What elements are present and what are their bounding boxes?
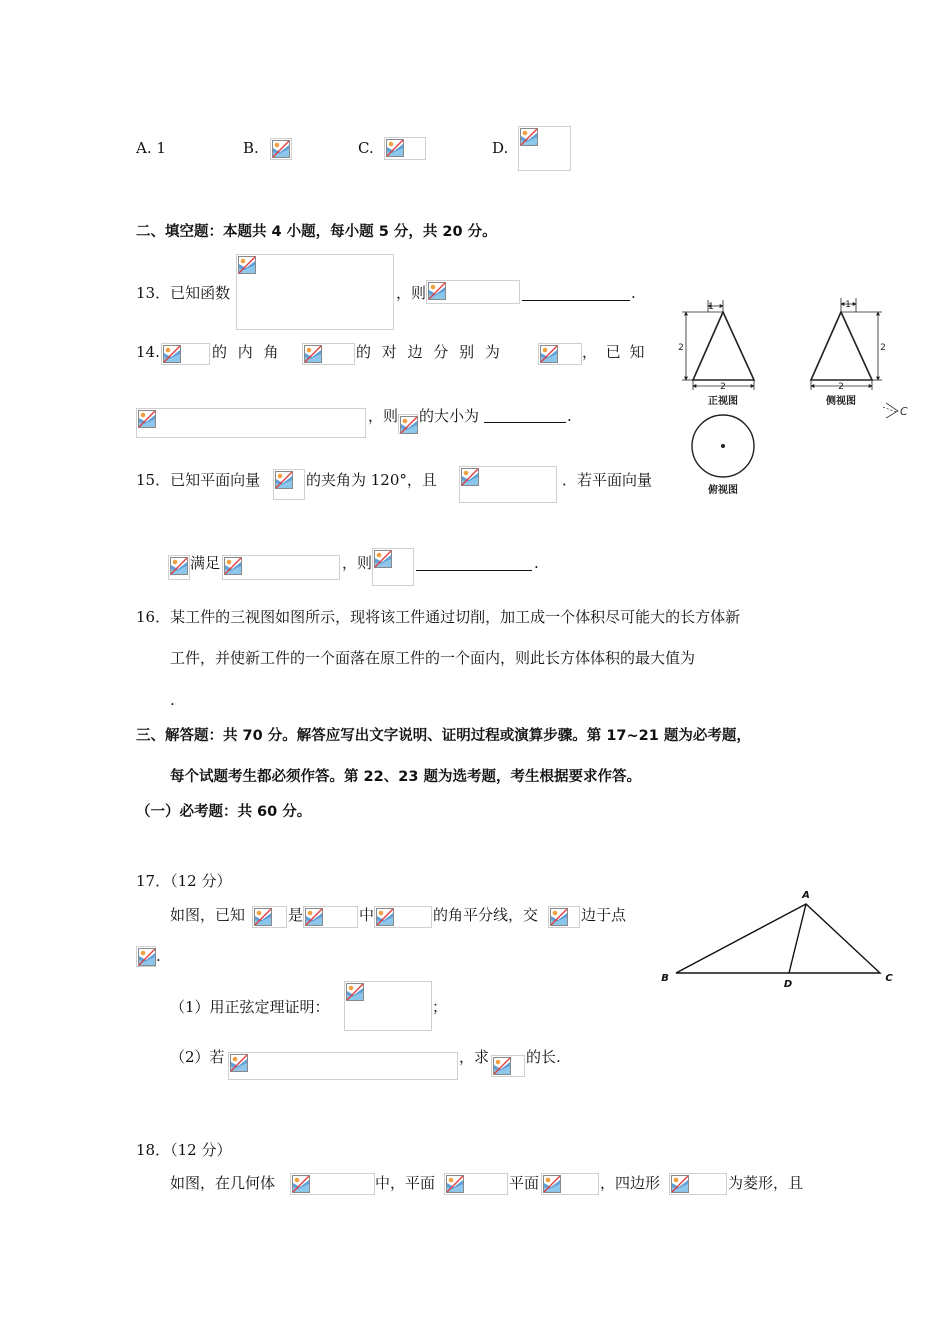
- broken-image-icon: [274, 470, 294, 490]
- section3-line1: 三、解答题：共 70 分。解答应写出文字说明、证明过程或演算步骤。第 17~21 题为必考题，: [136, 728, 751, 744]
- q17-point-d-image: [136, 946, 156, 967]
- q18-quad-image: [669, 1173, 727, 1195]
- section3-sub: （一）必考题：共 60 分。: [136, 804, 312, 820]
- q17-part1: （1）用正弦定理证明：: [170, 998, 330, 1016]
- vertex-a-label: A: [802, 890, 810, 901]
- front-dim-height: 2: [678, 343, 684, 353]
- broken-image-icon: [549, 907, 569, 927]
- side-dim-top: 1: [845, 300, 851, 310]
- q18-l1-e: 为菱形，且: [728, 1174, 804, 1192]
- q18-plane2-image: [541, 1173, 599, 1195]
- q15-condition-image: [222, 555, 340, 580]
- broken-image-icon: [375, 907, 395, 927]
- q15-satisfies: 满足: [190, 554, 221, 572]
- broken-image-icon: [137, 947, 157, 967]
- top-view-center: [721, 444, 725, 448]
- q17-angle-image: [374, 906, 432, 928]
- q15-text-a: 15．已知平面向量: [136, 471, 261, 489]
- q14-then: ，则: [368, 407, 399, 425]
- q15-expr-image: [372, 548, 414, 586]
- broken-image-icon: [304, 907, 324, 927]
- q17-l1-d: 的角平分线，交: [433, 906, 539, 924]
- q14-size-of: 的大小为: [419, 407, 480, 425]
- q17-bc-image: [548, 906, 580, 928]
- q13-function-image: [236, 254, 394, 330]
- broken-image-icon: [162, 344, 182, 364]
- q18-num: 18．（12 分）: [136, 1141, 232, 1159]
- q14-angle-image: [398, 414, 418, 434]
- q14-period: .: [567, 407, 572, 425]
- q18-l1-d: ，四边形: [600, 1174, 661, 1192]
- broken-image-icon: [291, 1174, 311, 1194]
- q14-opposite: 的 对 边 分 别 为: [356, 343, 500, 361]
- q17-part2: （2）若: [170, 1048, 225, 1066]
- q15-answer-blank: [416, 570, 532, 571]
- q15-magnitude-image: [459, 466, 557, 503]
- q17-part2-c: 的长.: [526, 1048, 561, 1066]
- broken-image-icon: [229, 1053, 249, 1073]
- q15-then: ，则: [342, 554, 373, 572]
- q13-answer-blank: [522, 300, 630, 301]
- q17-l1-e: 边于点: [581, 906, 627, 924]
- top-view-label: 俯视图: [708, 485, 738, 496]
- q13-then: ，则: [396, 284, 427, 302]
- front-view-label: 正视图: [708, 396, 738, 407]
- broken-image-icon: [253, 907, 273, 927]
- q16-line3: .: [170, 691, 175, 709]
- broken-image-icon: [542, 1174, 562, 1194]
- broken-image-icon: [445, 1174, 465, 1194]
- q16-line1: 16．某工件的三视图如图所示，现将该工件通过切削，加工成一个体积尽可能大的长方体新: [136, 608, 741, 626]
- q15-text-c: ．若平面向量: [562, 471, 653, 489]
- broken-image-icon: [460, 467, 480, 487]
- option-c-image: [384, 137, 426, 160]
- broken-image-icon: [303, 344, 323, 364]
- broken-image-icon: [385, 138, 405, 158]
- broken-image-icon: [237, 255, 257, 275]
- q16-line2: 工件，并使新工件的一个面落在原工件的一个面内，则此长方体体积的最大值为: [170, 649, 696, 667]
- q13-period: .: [631, 284, 636, 302]
- q18-l1-c: 平面: [509, 1174, 540, 1192]
- triangle-diagram: [655, 885, 900, 995]
- front-view: [693, 312, 754, 380]
- front-dim-base: 2: [720, 382, 726, 392]
- three-view-diagram: [670, 290, 920, 505]
- q17-given-image: [228, 1052, 458, 1080]
- q15-vectors-image: [273, 469, 305, 500]
- side-view: [811, 312, 872, 380]
- q18-plane1-image: [444, 1173, 508, 1195]
- q14-condition-image: [136, 408, 366, 438]
- broken-image-icon: [345, 982, 365, 1002]
- vertex-c-label: C: [885, 973, 893, 984]
- stray-arrow: [883, 403, 898, 418]
- point-d-label: D: [783, 979, 793, 990]
- option-b-label: B.: [243, 139, 259, 157]
- q17-triangle-image: [303, 906, 358, 928]
- q18-l1-b: 中，平面: [375, 1174, 436, 1192]
- q17-l2-end: .: [156, 947, 161, 965]
- broken-image-icon: [137, 409, 157, 429]
- q17-target-image: [491, 1055, 525, 1077]
- side-dim-height: 2: [880, 343, 886, 353]
- broken-image-icon: [427, 281, 447, 301]
- q15-vector-c-image: [168, 555, 190, 580]
- side-view-label: 侧视图: [826, 396, 856, 407]
- section3-line2: 每个试题考生都必须作答。第 22、23 题为选考题，考生根据要求作答。: [170, 769, 641, 785]
- q14-sides-image: [538, 343, 582, 365]
- side-dim-base: 2: [838, 382, 844, 392]
- q17-ad-image: [252, 906, 287, 928]
- section2-heading: 二、填空题：本题共 4 小题，每小题 5 分，共 20 分。: [136, 224, 497, 240]
- q17-l1-c: 中: [359, 906, 375, 924]
- option-c-label: C.: [358, 139, 374, 157]
- broken-image-icon: [670, 1174, 690, 1194]
- q17-l1-a: 如图，已知: [170, 906, 246, 924]
- broken-image-icon: [519, 127, 539, 147]
- option-d-label: D.: [492, 139, 509, 157]
- q14-angles-image: [302, 343, 355, 365]
- broken-image-icon: [169, 556, 189, 576]
- q17-num: 17．（12 分）: [136, 872, 232, 890]
- vertex-b-label: B: [661, 973, 669, 984]
- broken-image-icon: [271, 139, 291, 159]
- option-b-image: [270, 138, 292, 160]
- q14-known: ， 已 知: [582, 343, 645, 361]
- q14-answer-blank: [484, 422, 566, 423]
- q18-solid-image: [290, 1173, 375, 1195]
- q17-ratio-image: [344, 981, 432, 1031]
- q14-num: 14.: [136, 343, 160, 361]
- q13-text: 13．已知函数: [136, 284, 231, 302]
- q15-text-b: 的夹角为 120°，且: [306, 471, 437, 489]
- q13-expr-image: [426, 280, 520, 304]
- q17-part2-b: ，求: [459, 1048, 490, 1066]
- q17-part1-end: ；: [432, 998, 448, 1016]
- broken-image-icon: [373, 549, 393, 569]
- option-a: A. 1: [136, 139, 166, 157]
- q18-l1-a: 如图，在几何体: [170, 1174, 276, 1192]
- broken-image-icon: [223, 556, 243, 576]
- q14-inner-angle: 的 内 角: [212, 343, 279, 361]
- broken-image-icon: [539, 344, 559, 364]
- broken-image-icon: [399, 415, 419, 435]
- option-d-image: [518, 126, 571, 171]
- q15-period: .: [534, 554, 539, 572]
- front-dim-top: 1: [708, 302, 714, 312]
- q14-triangle-image: [161, 343, 210, 365]
- stray-label: C: [900, 405, 908, 418]
- q17-l1-b: 是: [288, 906, 304, 924]
- broken-image-icon: [492, 1056, 512, 1076]
